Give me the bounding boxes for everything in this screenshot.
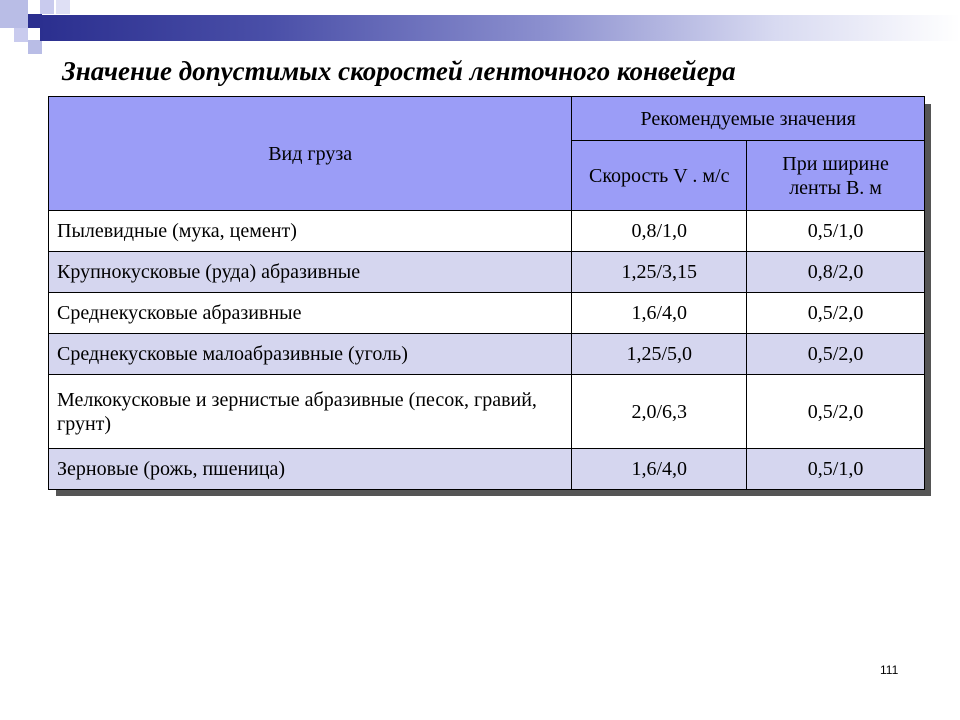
cargo-cell: Крупнокусковые (руда) абразивные xyxy=(49,252,572,293)
width-cell: 0,5/2,0 xyxy=(747,293,925,334)
width-cell: 0,5/1,0 xyxy=(747,449,925,490)
table-shadow xyxy=(56,490,931,496)
decor-square xyxy=(40,0,54,14)
header-belt-width: При ширине ленты B. м xyxy=(747,141,925,211)
table-row xyxy=(49,211,925,252)
header-recommended: Рекомендуемые значения xyxy=(572,97,925,141)
width-cell: 0,5/1,0 xyxy=(747,211,925,252)
cargo-cell: Среднекусковые абразивные xyxy=(49,293,572,334)
table-row xyxy=(49,334,925,375)
speed-cell: 1,6/4,0 xyxy=(572,449,747,490)
decor-square xyxy=(28,40,42,54)
speed-cell: 1,25/3,15 xyxy=(572,252,747,293)
table-row xyxy=(49,375,925,449)
width-cell: 0,5/2,0 xyxy=(747,334,925,375)
slide-title: Значение допустимых скоростей ленточного конвейера xyxy=(62,56,736,86)
width-cell: 0,8/2,0 xyxy=(747,252,925,293)
speed-cell: 2,0/6,3 xyxy=(572,375,747,449)
table-shadow xyxy=(925,104,931,496)
width-cell: 0,5/2,0 xyxy=(747,375,925,449)
decor-square xyxy=(56,0,70,14)
decor-square xyxy=(14,28,28,42)
header-gradient-bar xyxy=(40,15,960,41)
cargo-cell: Зерновые (рожь, пшеница) xyxy=(49,449,572,490)
speed-cell: 1,6/4,0 xyxy=(572,293,747,334)
cargo-cell: Среднекусковые малоабразивные (уголь) xyxy=(49,334,572,375)
header-speed: Скорость V . м/с xyxy=(572,141,747,211)
table-row xyxy=(49,449,925,490)
cargo-cell: Мелкокусковые и зернистые абразивные (песок, гравий, грунт) xyxy=(49,375,572,449)
decor-square xyxy=(0,0,28,28)
speed-cell: 1,25/5,0 xyxy=(572,334,747,375)
table-row xyxy=(49,293,925,334)
page-number: 111 xyxy=(880,663,899,677)
table-row xyxy=(49,252,925,293)
speed-cell: 0,8/1,0 xyxy=(572,211,747,252)
cargo-cell: Пылевидные (мука, цемент) xyxy=(49,211,572,252)
speed-table xyxy=(48,96,925,490)
header-cargo-type: Вид груза xyxy=(49,97,572,211)
